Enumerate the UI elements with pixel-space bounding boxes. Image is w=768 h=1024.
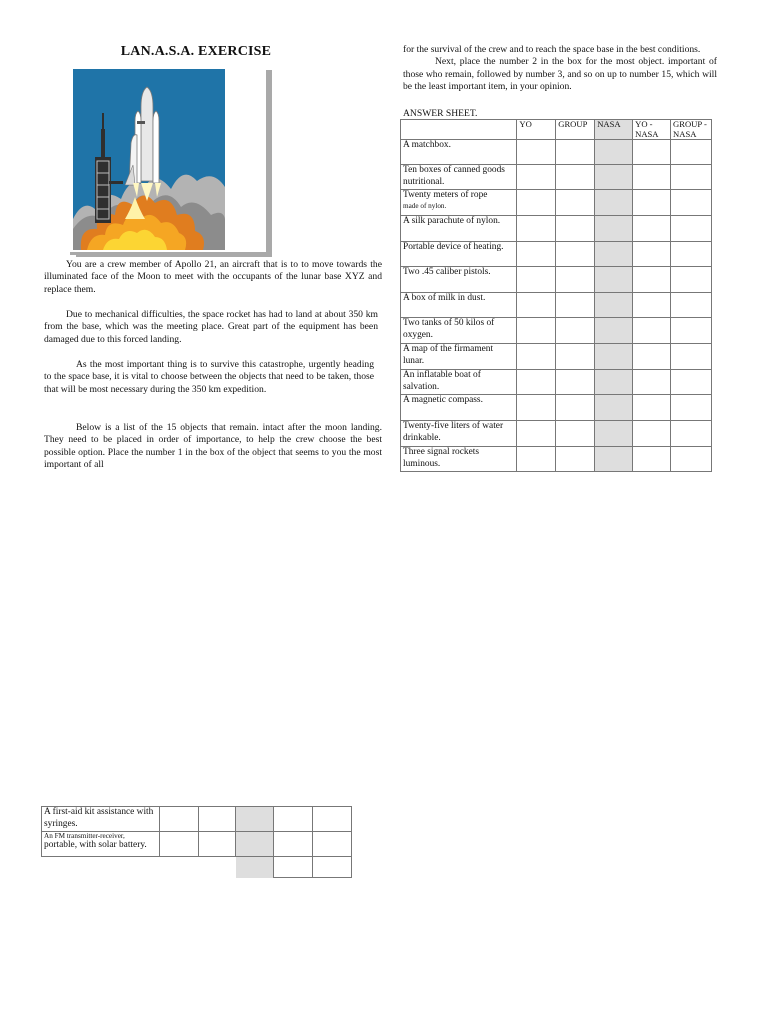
totals-spacer xyxy=(42,857,160,878)
table-row xyxy=(42,807,352,832)
diff-cell-group-nasa[interactable] xyxy=(671,370,712,395)
diff-cell-yo-nasa[interactable] xyxy=(633,421,671,447)
diff-cell-group-nasa[interactable] xyxy=(671,216,712,242)
table-row xyxy=(401,447,712,472)
rank-input-yo[interactable] xyxy=(159,807,198,832)
diff-cell-yo-nasa[interactable] xyxy=(633,242,671,267)
table-row xyxy=(401,190,712,216)
total-cell-group-nasa[interactable] xyxy=(313,857,352,878)
item-label xyxy=(401,395,517,421)
rank-input-group[interactable] xyxy=(556,370,595,395)
totals-spacer xyxy=(198,857,236,878)
item-label-line-1: An FM transmitter-receiver, xyxy=(44,832,125,840)
rank-input-yo[interactable] xyxy=(517,190,556,216)
diff-cell-yo-nasa[interactable] xyxy=(633,293,671,318)
rank-cell-nasa xyxy=(595,395,633,421)
intro-paragraph-4 xyxy=(44,422,382,472)
totals-spacer xyxy=(159,857,198,878)
diff-cell-group-nasa[interactable] xyxy=(671,395,712,421)
rank-cell-nasa xyxy=(595,421,633,447)
diff-cell-yo-nasa[interactable] xyxy=(633,318,671,344)
diff-cell-group-nasa[interactable] xyxy=(671,318,712,344)
item-label xyxy=(42,832,160,857)
rank-input-group[interactable] xyxy=(556,318,595,344)
diff-cell-group-nasa[interactable] xyxy=(671,267,712,293)
diff-cell-yo-nasa[interactable] xyxy=(633,216,671,242)
continuation-paragraph-2 xyxy=(403,56,717,93)
rank-input-yo[interactable] xyxy=(517,140,556,165)
item-label xyxy=(401,140,517,165)
rank-cell-nasa xyxy=(595,318,633,344)
rank-input-yo[interactable] xyxy=(517,395,556,421)
rank-input-yo[interactable] xyxy=(517,293,556,318)
diff-cell-group-nasa[interactable] xyxy=(671,165,712,190)
diff-cell-group-nasa[interactable] xyxy=(671,140,712,165)
page-title: LAN.A.S.A. EXERCISE xyxy=(120,44,272,59)
item-label-text: Two .45 caliber pistols. xyxy=(403,267,491,277)
diff-cell-group-nasa[interactable] xyxy=(313,832,352,857)
rank-input-yo[interactable] xyxy=(517,242,556,267)
diff-cell-yo-nasa[interactable] xyxy=(274,832,313,857)
diff-cell-group-nasa[interactable] xyxy=(671,447,712,472)
rank-input-yo[interactable] xyxy=(517,267,556,293)
item-label-text: A map of the firmament lunar. xyxy=(403,344,494,366)
diff-cell-yo-nasa[interactable] xyxy=(633,395,671,421)
table-row xyxy=(401,242,712,267)
answer-sheet-table-continued xyxy=(41,806,352,878)
table-row xyxy=(401,344,712,370)
totals-row xyxy=(42,857,352,878)
item-label-line-2: portable, with solar battery. xyxy=(44,840,147,850)
item-label xyxy=(401,267,517,293)
item-label xyxy=(401,190,517,216)
rank-cell-nasa xyxy=(595,165,633,190)
item-label xyxy=(401,318,517,344)
intro-text-4: Below is a list of the 15 objects that remain. intact after the moon landing. They need to be placed in order of importance, to help the crew choose the best possible option. Place the number 1 in the box of the object that seems to you the most important of all xyxy=(44,422,382,471)
shuttle-launch-illustration xyxy=(73,69,225,250)
diff-cell-group-nasa[interactable] xyxy=(671,242,712,267)
rank-cell-nasa xyxy=(595,140,633,165)
item-label-text: A box of milk in dust. xyxy=(403,293,486,303)
diff-cell-yo-nasa[interactable] xyxy=(633,165,671,190)
rank-cell-nasa xyxy=(595,344,633,370)
diff-cell-group-nasa[interactable] xyxy=(671,190,712,216)
rank-input-group[interactable] xyxy=(556,267,595,293)
rank-cell-nasa xyxy=(595,267,633,293)
rank-cell-nasa xyxy=(595,242,633,267)
rank-input-yo[interactable] xyxy=(517,216,556,242)
item-label xyxy=(401,242,517,267)
total-cell-nasa xyxy=(236,857,274,878)
rank-input-group[interactable] xyxy=(556,447,595,472)
intro-paragraph-2 xyxy=(44,309,378,346)
rank-cell-nasa xyxy=(595,370,633,395)
rank-cell-nasa xyxy=(595,293,633,318)
item-label-text: Ten boxes of canned goods nutritional. xyxy=(403,165,505,187)
item-label xyxy=(401,293,517,318)
item-label xyxy=(401,421,517,447)
table-row xyxy=(401,293,712,318)
diff-cell-yo-nasa[interactable] xyxy=(633,447,671,472)
answer-sheet-label: ANSWER SHEET. xyxy=(403,108,478,119)
rank-input-yo[interactable] xyxy=(517,370,556,395)
rank-cell-nasa xyxy=(236,807,274,832)
item-label: A first-aid kit assistance with syringes. xyxy=(42,807,160,832)
intro-text-1: You are a crew member of Apollo 21, an aircraft that is to to move towards the illuminated face of the Moon to meet with the occupants of the lunar base XYZ and replace them. xyxy=(44,259,382,295)
item-label xyxy=(401,370,517,395)
item-label-text: A silk parachute of nylon. xyxy=(403,216,501,226)
table-row xyxy=(401,165,712,190)
column-header-yo-nasa: YO - NASA xyxy=(633,120,671,140)
table-row xyxy=(401,370,712,395)
table-row xyxy=(401,140,712,165)
table-row xyxy=(401,421,712,447)
rank-cell-nasa xyxy=(595,447,633,472)
intro-paragraph-3 xyxy=(44,359,374,396)
diff-cell-group-nasa[interactable] xyxy=(671,293,712,318)
table-row xyxy=(401,395,712,421)
rank-input-group[interactable] xyxy=(556,140,595,165)
rank-input-yo[interactable] xyxy=(517,344,556,370)
table-row xyxy=(401,216,712,242)
rank-input-group[interactable] xyxy=(556,165,595,190)
item-label-subtext: made of nylon. xyxy=(403,201,447,210)
item-label-text: Two tanks of 50 kilos of oxygen. xyxy=(403,318,495,340)
rank-input-group[interactable] xyxy=(556,216,595,242)
diff-cell-yo-nasa[interactable] xyxy=(633,344,671,370)
total-cell-yo-nasa[interactable] xyxy=(274,857,313,878)
item-label-text: Three signal rockets luminous. xyxy=(403,447,480,469)
column-header-yo: YO xyxy=(517,120,556,140)
rank-input-group[interactable] xyxy=(556,344,595,370)
rank-input-yo[interactable] xyxy=(159,832,198,857)
table-row xyxy=(401,318,712,344)
diff-cell-group-nasa[interactable] xyxy=(313,807,352,832)
rank-cell-nasa xyxy=(595,216,633,242)
item-label xyxy=(401,216,517,242)
intro-text-2: Due to mechanical difficulties, the space rocket has had to land at about 350 km from the base, which was the meeting place. Great part of the equipment has been damaged due to this forced landing. xyxy=(44,309,378,345)
rank-input-yo[interactable] xyxy=(517,421,556,447)
rank-input-yo[interactable] xyxy=(517,447,556,472)
column-header-nasa: NASA xyxy=(595,120,633,140)
continuation-text xyxy=(403,44,717,94)
diff-cell-yo-nasa[interactable] xyxy=(633,370,671,395)
intro-text-3: As the most important thing is to survive this catastrophe, urgently heading to the space base, it is vital to choose between the objects that need to be taken, those that will be most necessary during the 350 km expedition. xyxy=(44,359,374,395)
rank-input-group[interactable] xyxy=(198,807,236,832)
column-header-group-nasa: GROUP - NASA xyxy=(671,120,712,140)
diff-cell-yo-nasa[interactable] xyxy=(274,807,313,832)
diff-cell-yo-nasa[interactable] xyxy=(633,267,671,293)
item-label-text: Twenty-five liters of water drinkable. xyxy=(403,421,504,443)
answer-sheet-table xyxy=(400,119,712,472)
rank-input-yo[interactable] xyxy=(517,318,556,344)
diff-cell-yo-nasa[interactable] xyxy=(633,190,671,216)
item-label-text: Twenty meters of rope xyxy=(403,190,488,200)
rank-cell-nasa xyxy=(595,190,633,216)
rank-input-group[interactable] xyxy=(556,395,595,421)
item-label xyxy=(401,165,517,190)
item-label xyxy=(401,344,517,370)
table-row xyxy=(401,267,712,293)
rank-input-group[interactable] xyxy=(556,293,595,318)
diff-cell-yo-nasa[interactable] xyxy=(633,140,671,165)
rank-input-group[interactable] xyxy=(556,190,595,216)
continuation-text-2: Next, place the number 2 in the box for the most object. important of those who remain, followed by number 3, and so on up to number 15, which will be the least important item, in your opinion. xyxy=(403,56,717,93)
continuation-paragraph-1: for the survival of the crew and to reach the space base in the best conditions. xyxy=(403,44,701,55)
rank-input-yo[interactable] xyxy=(517,165,556,190)
answer-header-row xyxy=(401,120,712,140)
diff-cell-group-nasa[interactable] xyxy=(671,344,712,370)
item-label-text: A magnetic compass. xyxy=(403,395,483,405)
rank-input-group[interactable] xyxy=(556,421,595,447)
table-row xyxy=(42,832,352,857)
rank-input-group[interactable] xyxy=(556,242,595,267)
intro-paragraph-1 xyxy=(44,259,382,296)
item-label xyxy=(401,447,517,472)
diff-cell-group-nasa[interactable] xyxy=(671,421,712,447)
column-header-group: GROUP xyxy=(556,120,595,140)
item-column-header xyxy=(401,120,517,140)
item-label-text: A matchbox. xyxy=(403,140,451,150)
rank-cell-nasa xyxy=(236,832,274,857)
item-label-text: An inflatable boat of salvation. xyxy=(403,370,481,392)
item-label-text: Portable device of heating. xyxy=(403,242,504,252)
rank-input-group[interactable] xyxy=(198,832,236,857)
